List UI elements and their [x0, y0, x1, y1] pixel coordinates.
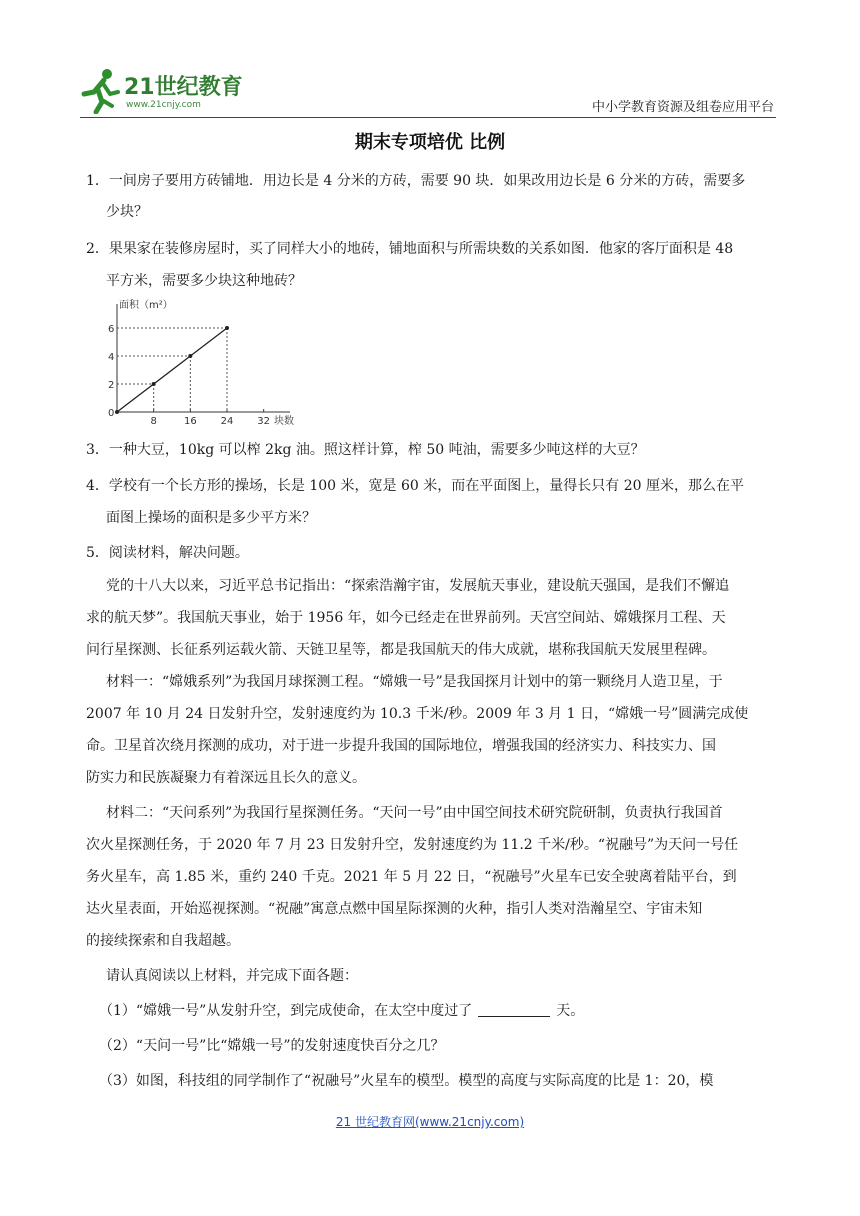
y-tick-label: 4	[108, 352, 115, 363]
logo-text: 21世纪教育	[124, 75, 243, 100]
header-divider	[80, 117, 776, 118]
question-5: 5．阅读材料，解决问题。	[86, 545, 249, 561]
page-title: 期末专项培优 比例	[354, 132, 506, 153]
y-tick-label: 0	[108, 408, 115, 419]
y-tick-label: 6	[108, 324, 115, 335]
material-two-line-2: 次火星探测任务，于 2020 年 7 月 23 日发射升空，发射速度约为 11.2 千米/秒。“祝融号”为天问一号任	[86, 837, 739, 853]
x-axis-label: 块数	[274, 416, 294, 426]
material-two-line-5: 的接续探索和自我超越。	[86, 933, 240, 949]
y-tick-label: 2	[108, 380, 115, 391]
footer-link[interactable]: 21 世纪教育网(www.21cnjy.com)	[335, 1115, 525, 1129]
x-tick-label: 32	[257, 416, 271, 426]
question-2-line-2: 平方米，需要多少块这种地砖？	[106, 273, 302, 289]
sub-question-1	[99, 996, 584, 1027]
material-one-line-3: 命。卫星首次绕月探测的成功，对于进一步提升我国的国际地位，增强我国的经济实力、科技实力、国	[86, 738, 716, 754]
question-2-line-1: 2．果果家在装修房屋时，买了同样大小的地砖，铺地面积与所需块数的关系如图．他家的客厅面积是 48	[86, 241, 734, 257]
material-one-line-2: 2007 年 10 月 24 日发射升空，发射速度约为 10.3 千米/秒。2009 年 3 月 1 日，“嫦娥一号”圆满完成使	[86, 706, 749, 722]
sub-question-1-text: （1）“嫦娥一号”从发射升空，到完成使命，在太空中度过了	[99, 1003, 473, 1019]
sub-question-2: （2）“天问一号”比“嫦娥一号”的发射速度快百分之几？	[99, 1038, 445, 1054]
answer-blank[interactable]	[478, 1002, 550, 1017]
x-tick-label: 8	[150, 416, 157, 426]
platform-name: 中小学教育资源及组卷应用平台	[591, 100, 774, 115]
data-line	[117, 328, 227, 412]
material-two-line-4: 达火星表面，开始巡视探测。“祝融”寓意点燃中国星际探测的火种，指引人类对浩瀚星空、宇宙未知	[86, 901, 703, 917]
x-tick-label: 16	[183, 416, 197, 426]
material-intro-line-3: 问行星探测、长征系列运载火箭、天链卫星等，都是我国航天的伟大成就，堪称我国航天发展里程碑。	[86, 642, 716, 658]
sub-question-3: （3）如图，科技组的同学制作了“祝融号”火星车的模型。模型的高度与实际高度的比是 1：20，模	[99, 1073, 714, 1089]
material-two-line-3: 务火星车，高 1.85 米，重约 240 千克。2021 年 5 月 22 日，“祝融号”火星车已安全驶离着陆平台，到	[86, 869, 737, 885]
y-axis-label: 面积（m²）	[119, 300, 173, 311]
material-one-line-1: 材料一：“嫦娥系列”为我国月球探测工程。“嫦娥一号”是我国探月计划中的第一颗绕月人造卫星，于	[106, 674, 723, 690]
data-point	[115, 410, 119, 414]
question-3: 3．一种大豆，10kg 可以榨 2kg 油。照这样计算，榨 50 吨油，需要多少吨这样的大豆？	[86, 442, 645, 458]
material-intro-line-1: 党的十八大以来，习近平总书记指出：“探索浩瀚宇宙，发展航天事业，建设航天强国，是我们不懈追	[106, 578, 730, 594]
x-tick-label: 24	[220, 416, 234, 426]
data-point	[225, 326, 229, 330]
instruction: 请认真阅读以上材料，并完成下面各题：	[106, 968, 358, 984]
material-intro-line-2: 求的航天梦”。我国航天事业，始于 1956 年，如今已经走在世界前列。天宫空间站、嫦娥探月工程、天	[86, 610, 726, 626]
runner-logo-icon	[80, 66, 124, 114]
logo	[80, 66, 255, 118]
data-point	[188, 354, 192, 358]
question-4-line-2: 面图上操场的面积是多少平方米？	[106, 510, 316, 526]
question-1-line-1: 1．一间房子要用方砖铺地．用边长是 4 分米的方砖，需要 90 块．如果改用边长是 6 分米的方砖，需要多	[86, 173, 746, 189]
material-one-line-4: 防实力和民族凝聚力有着深远且长久的意义。	[86, 770, 366, 786]
sub-question-1-unit: 天。	[556, 1003, 585, 1019]
area-vs-count-chart	[105, 296, 305, 426]
question-1-line-2: 少块？	[106, 204, 148, 220]
data-point	[152, 382, 156, 386]
question-4-line-1: 4．学校有一个长方形的操场，长是 100 米，宽是 60 米，而在平面图上，量得长只有 20 厘米，那么在平	[86, 478, 744, 494]
logo-url: www.21cnjy.com	[126, 100, 201, 110]
material-two-line-1: 材料二：“天问系列”为我国行星探测任务。“天问一号”由中国空间技术研究院研制，负责执行我国首	[106, 805, 723, 821]
